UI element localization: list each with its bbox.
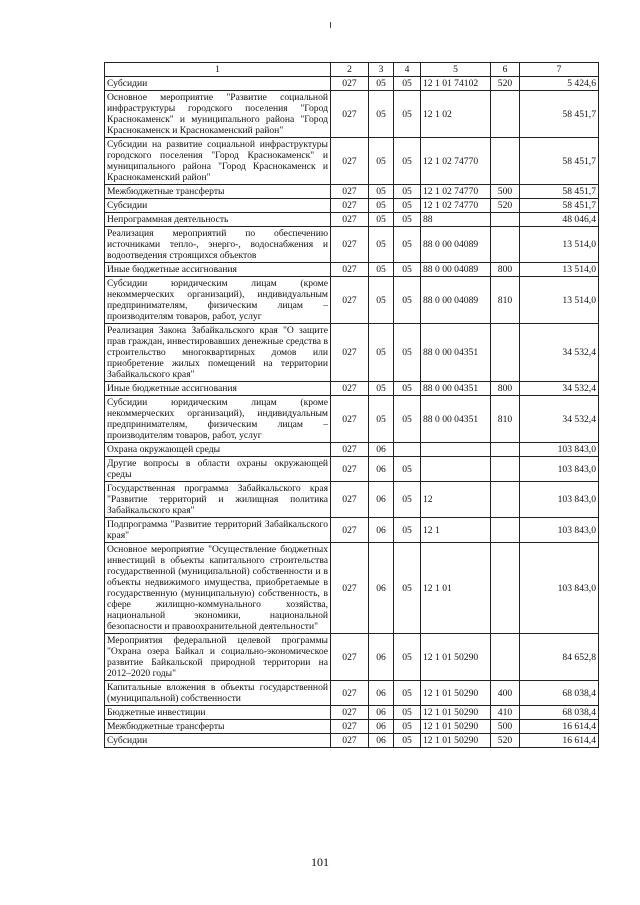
amount-cell: 34 532,4	[520, 396, 599, 443]
table-row	[105, 324, 599, 382]
subsection-cell: 05	[394, 634, 421, 681]
section-cell: 05	[369, 324, 394, 382]
amount-cell: 68 038,4	[520, 706, 599, 720]
budget-table	[104, 62, 599, 748]
row-name-cell: Межбюджетные трансферты	[105, 185, 331, 199]
amount-cell: 34 532,4	[520, 324, 599, 382]
admin-code-cell: 027	[331, 199, 369, 213]
target-article-cell: 12 1 02 74770	[421, 185, 491, 199]
subsection-cell: 05	[394, 482, 421, 518]
expense-type-cell	[491, 227, 520, 263]
scan-mark	[330, 22, 331, 28]
table-row	[105, 720, 599, 734]
row-name-cell: Субсидии юридическим лицам (кроме некоммерческих организаций), индивидуальным предпринимателям, физическим лицам – производителям товаров, работ, услуг	[105, 396, 331, 443]
admin-code-cell: 027	[331, 634, 369, 681]
expense-type-cell: 410	[491, 706, 520, 720]
expense-type-cell	[491, 634, 520, 681]
section-cell: 06	[369, 681, 394, 706]
subsection-cell: 05	[394, 543, 421, 634]
header-cell: 5	[421, 63, 491, 77]
section-cell: 05	[369, 185, 394, 199]
amount-cell: 58 451,7	[520, 91, 599, 138]
row-name-cell: Реализация Закона Забайкальского края "О защите прав граждан, инвестировавших денежные средства в строительство многоквартирных домов или приобретение жилых помещений на территории Забайкальского края"	[105, 324, 331, 382]
table-row	[105, 199, 599, 213]
row-name-cell: Иные бюджетные ассигнования	[105, 382, 331, 396]
section-cell: 06	[369, 634, 394, 681]
amount-cell: 16 614,4	[520, 734, 599, 748]
subsection-cell	[394, 443, 421, 457]
section-cell: 06	[369, 457, 394, 482]
header-cell: 2	[331, 63, 369, 77]
table-row	[105, 213, 599, 227]
amount-cell: 103 843,0	[520, 443, 599, 457]
subsection-cell: 05	[394, 396, 421, 443]
row-name-cell: Субсидии	[105, 199, 331, 213]
table-row	[105, 277, 599, 324]
table-row	[105, 443, 599, 457]
target-article-cell: 12 1	[421, 518, 491, 543]
table-row	[105, 227, 599, 263]
expense-type-cell	[491, 138, 520, 185]
subsection-cell: 05	[394, 720, 421, 734]
table-row	[105, 396, 599, 443]
row-name-cell: Мероприятия федеральной целевой программы "Охрана озера Байкал и социально-экономическое развитие Байкальской природной территории на 2012–2020 годы"	[105, 634, 331, 681]
target-article-cell: 12 1 01 50290	[421, 734, 491, 748]
admin-code-cell: 027	[331, 443, 369, 457]
section-cell: 05	[369, 382, 394, 396]
section-cell: 05	[369, 277, 394, 324]
expense-type-cell: 810	[491, 277, 520, 324]
target-article-cell: 12 1 02 74770	[421, 138, 491, 185]
subsection-cell: 05	[394, 199, 421, 213]
section-cell: 05	[369, 199, 394, 213]
section-cell: 05	[369, 213, 394, 227]
expense-type-cell: 800	[491, 263, 520, 277]
admin-code-cell: 027	[331, 457, 369, 482]
expense-type-cell: 520	[491, 77, 520, 91]
row-name-cell: Бюджетные инвестиции	[105, 706, 331, 720]
row-name-cell: Основное мероприятие "Осуществление бюджетных инвестиций в объекты капитального строительства государственной (муниципальной) собственности и в объекты недвижимого имущества, приобретаемые в государственную (муниципальную) собственность, в сфере жилищно-коммунального хозяйства, национальной экономики, национальной безопасности и правоохранительной деятельности"	[105, 543, 331, 634]
row-name-cell: Субсидии юридическим лицам (кроме некоммерческих организаций), индивидуальным предпринимателям, физическим лицам – производителям товаров, работ, услуг	[105, 277, 331, 324]
table-row	[105, 185, 599, 199]
expense-type-cell: 500	[491, 185, 520, 199]
section-cell: 05	[369, 396, 394, 443]
admin-code-cell: 027	[331, 227, 369, 263]
subsection-cell: 05	[394, 263, 421, 277]
row-name-cell: Непрограммная деятельность	[105, 213, 331, 227]
expense-type-cell: 500	[491, 720, 520, 734]
target-article-cell: 12 1 02	[421, 91, 491, 138]
subsection-cell: 05	[394, 518, 421, 543]
admin-code-cell: 027	[331, 482, 369, 518]
table-row	[105, 482, 599, 518]
section-cell: 06	[369, 706, 394, 720]
row-name-cell: Реализация мероприятий по обеспечению источниками тепло-, энерго-, водоснабжения и водоотведения строящихся объектов	[105, 227, 331, 263]
admin-code-cell: 027	[331, 396, 369, 443]
section-cell: 06	[369, 720, 394, 734]
target-article-cell: 88	[421, 213, 491, 227]
subsection-cell: 05	[394, 324, 421, 382]
header-cell: 1	[105, 63, 331, 77]
target-article-cell: 12 1 01	[421, 543, 491, 634]
table-header-row	[105, 63, 599, 77]
amount-cell: 58 451,7	[520, 138, 599, 185]
target-article-cell: 12 1 01 50290	[421, 720, 491, 734]
table-row	[105, 91, 599, 138]
amount-cell: 34 532,4	[520, 382, 599, 396]
target-article-cell: 88 0 00 04089	[421, 227, 491, 263]
expense-type-cell: 520	[491, 734, 520, 748]
target-article-cell: 12 1 01 50290	[421, 681, 491, 706]
table-row	[105, 263, 599, 277]
subsection-cell: 05	[394, 382, 421, 396]
subsection-cell: 05	[394, 138, 421, 185]
amount-cell: 13 514,0	[520, 227, 599, 263]
row-name-cell: Межбюджетные трансферты	[105, 720, 331, 734]
section-cell: 06	[369, 543, 394, 634]
expense-type-cell	[491, 518, 520, 543]
subsection-cell: 05	[394, 227, 421, 263]
table-row	[105, 706, 599, 720]
expense-type-cell	[491, 482, 520, 518]
table-row	[105, 543, 599, 634]
expense-type-cell	[491, 543, 520, 634]
admin-code-cell: 027	[331, 185, 369, 199]
target-article-cell	[421, 457, 491, 482]
table-row	[105, 138, 599, 185]
subsection-cell: 05	[394, 457, 421, 482]
expense-type-cell	[491, 213, 520, 227]
expense-type-cell	[491, 324, 520, 382]
row-name-cell: Государственная программа Забайкальского края "Развитие территорий и жилищная политика Забайкальского края"	[105, 482, 331, 518]
admin-code-cell: 027	[331, 324, 369, 382]
admin-code-cell: 027	[331, 706, 369, 720]
row-name-cell: Субсидии на развитие социальной инфраструктуры городского поселения "Город Краснокаменск" и муниципального района "Город Краснокаменск и Краснокаменский район"	[105, 138, 331, 185]
target-article-cell: 12 1 02 74770	[421, 199, 491, 213]
row-name-cell: Субсидии	[105, 77, 331, 91]
section-cell: 06	[369, 482, 394, 518]
expense-type-cell: 400	[491, 681, 520, 706]
admin-code-cell: 027	[331, 263, 369, 277]
target-article-cell: 88 0 00 04351	[421, 382, 491, 396]
table-row	[105, 634, 599, 681]
admin-code-cell: 027	[331, 91, 369, 138]
row-name-cell: Субсидии	[105, 734, 331, 748]
admin-code-cell: 027	[331, 138, 369, 185]
expense-type-cell: 810	[491, 396, 520, 443]
target-article-cell: 12 1 01 74102	[421, 77, 491, 91]
subsection-cell: 05	[394, 277, 421, 324]
header-cell: 7	[520, 63, 599, 77]
expense-type-cell: 520	[491, 199, 520, 213]
row-name-cell: Подпрограмма "Развитие территорий Забайкальского края"	[105, 518, 331, 543]
subsection-cell: 05	[394, 706, 421, 720]
amount-cell: 58 451,7	[520, 199, 599, 213]
header-cell: 6	[491, 63, 520, 77]
target-article-cell: 88 0 00 04351	[421, 396, 491, 443]
section-cell: 06	[369, 518, 394, 543]
target-article-cell	[421, 443, 491, 457]
table-row	[105, 681, 599, 706]
row-name-cell: Капитальные вложения в объекты государственной (муниципальной) собственности	[105, 681, 331, 706]
section-cell: 05	[369, 138, 394, 185]
section-cell: 06	[369, 734, 394, 748]
subsection-cell: 05	[394, 77, 421, 91]
header-cell: 3	[369, 63, 394, 77]
amount-cell: 68 038,4	[520, 681, 599, 706]
target-article-cell: 12	[421, 482, 491, 518]
subsection-cell: 05	[394, 681, 421, 706]
admin-code-cell: 027	[331, 681, 369, 706]
table-row	[105, 457, 599, 482]
table-row	[105, 77, 599, 91]
section-cell: 05	[369, 263, 394, 277]
row-name-cell: Иные бюджетные ассигнования	[105, 263, 331, 277]
target-article-cell: 88 0 00 04089	[421, 277, 491, 324]
admin-code-cell: 027	[331, 277, 369, 324]
subsection-cell: 05	[394, 213, 421, 227]
expense-type-cell	[491, 443, 520, 457]
amount-cell: 48 046,4	[520, 213, 599, 227]
admin-code-cell: 027	[331, 518, 369, 543]
section-cell: 05	[369, 77, 394, 91]
admin-code-cell: 027	[331, 734, 369, 748]
table-row	[105, 382, 599, 396]
admin-code-cell: 027	[331, 720, 369, 734]
table-row	[105, 518, 599, 543]
section-cell: 05	[369, 227, 394, 263]
page-number: 101	[311, 855, 329, 869]
subsection-cell: 05	[394, 734, 421, 748]
subsection-cell: 05	[394, 91, 421, 138]
amount-cell: 103 843,0	[520, 518, 599, 543]
amount-cell: 103 843,0	[520, 482, 599, 518]
amount-cell: 16 614,4	[520, 720, 599, 734]
amount-cell: 5 424,6	[520, 77, 599, 91]
target-article-cell: 12 1 01 50290	[421, 634, 491, 681]
amount-cell: 84 652,8	[520, 634, 599, 681]
admin-code-cell: 027	[331, 543, 369, 634]
expense-type-cell	[491, 457, 520, 482]
target-article-cell: 88 0 00 04351	[421, 324, 491, 382]
amount-cell: 13 514,0	[520, 277, 599, 324]
row-name-cell: Другие вопросы в области охраны окружающей среды	[105, 457, 331, 482]
expense-type-cell: 800	[491, 382, 520, 396]
admin-code-cell: 027	[331, 77, 369, 91]
section-cell: 05	[369, 91, 394, 138]
expense-type-cell	[491, 91, 520, 138]
header-cell: 4	[394, 63, 421, 77]
row-name-cell: Охрана окружающей среды	[105, 443, 331, 457]
subsection-cell: 05	[394, 185, 421, 199]
target-article-cell: 12 1 01 50290	[421, 706, 491, 720]
table-row	[105, 734, 599, 748]
amount-cell: 13 514,0	[520, 263, 599, 277]
section-cell: 06	[369, 443, 394, 457]
admin-code-cell: 027	[331, 382, 369, 396]
amount-cell: 103 843,0	[520, 457, 599, 482]
admin-code-cell: 027	[331, 213, 369, 227]
amount-cell: 103 843,0	[520, 543, 599, 634]
amount-cell: 58 451,7	[520, 185, 599, 199]
target-article-cell: 88 0 00 04089	[421, 263, 491, 277]
row-name-cell: Основное мероприятие "Развитие социальной инфраструктуры городского поселения "Город Краснокаменск" и муниципального района "Город Краснокаменск и Краснокаменский район"	[105, 91, 331, 138]
